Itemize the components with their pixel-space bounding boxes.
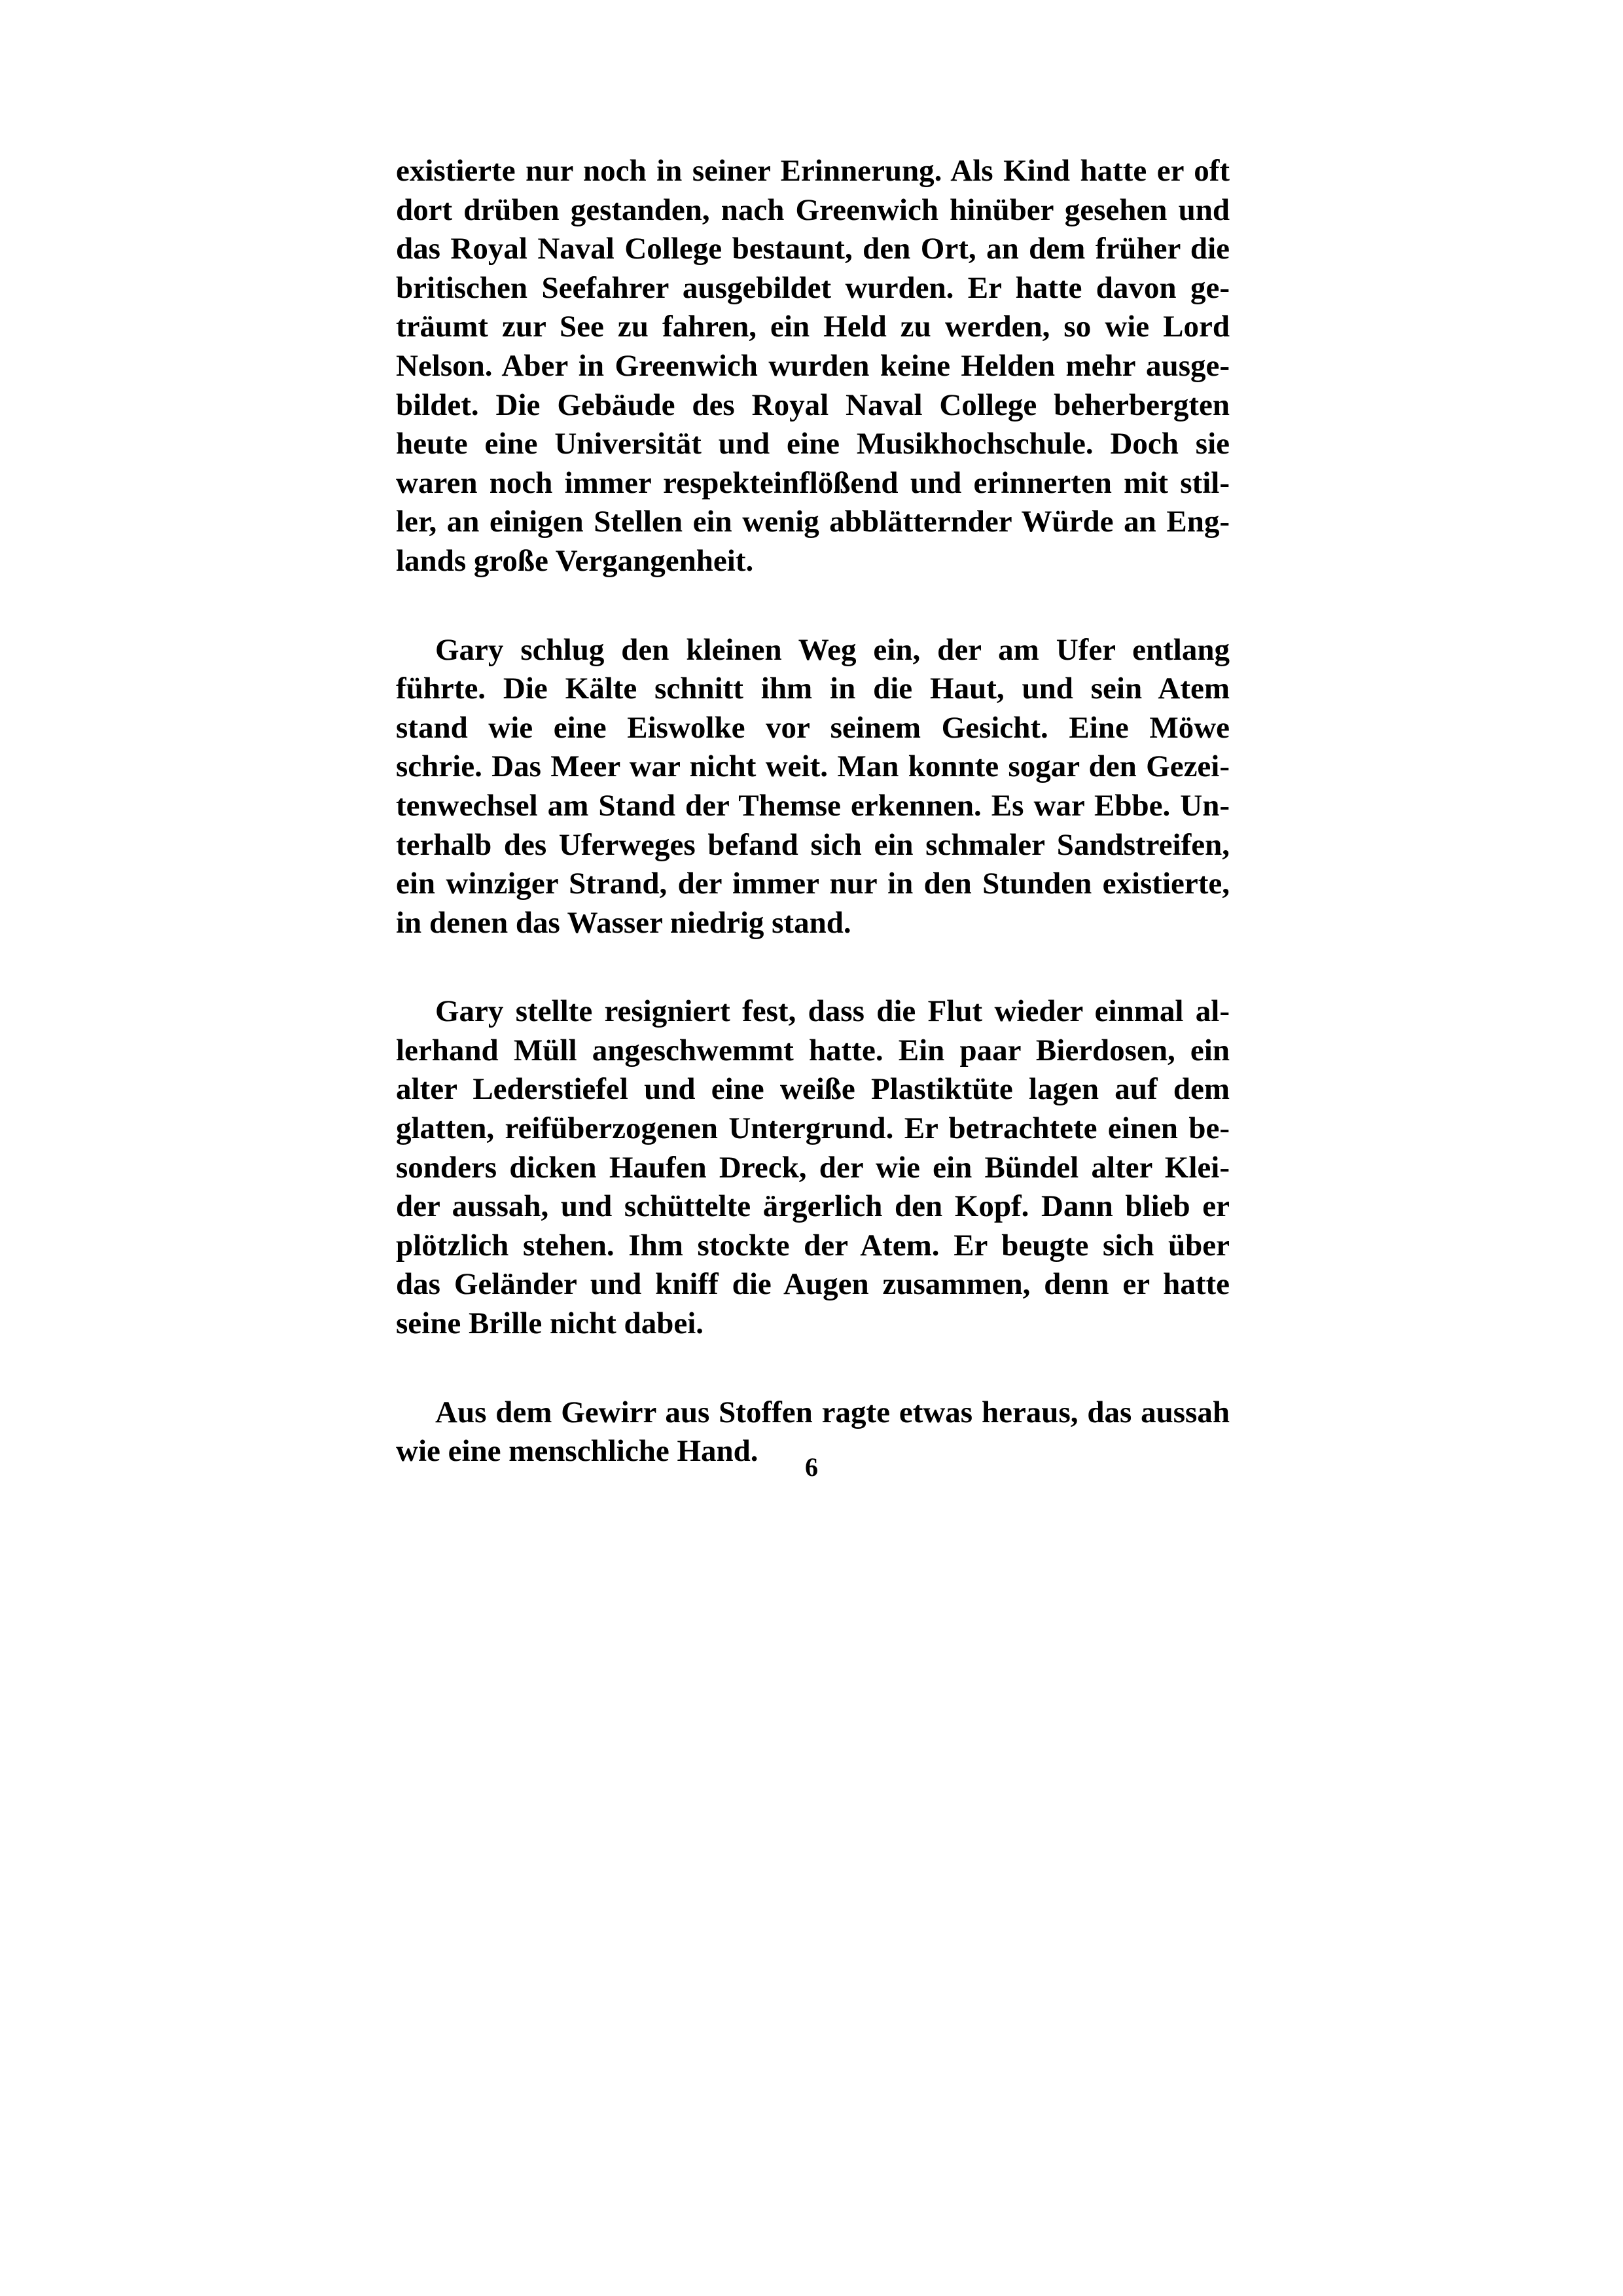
paragraph-2 (396, 631, 1230, 943)
paragraph-1 (396, 152, 1230, 581)
paragraph-gap (396, 581, 1230, 631)
text-line: seine Brille nicht dabei. (396, 1306, 704, 1341)
text-line: existierte nur noch in seiner Erinnerung. Als Kind hatte er oft (396, 154, 1230, 188)
text-line: ein winziger Strand, der immer nur in den Stunden existierte, (396, 867, 1230, 901)
text-line: stand wie eine Eiswolke vor seinem Gesicht. Eine Möwe (396, 710, 1230, 745)
text-line: Gary stellte resigniert fest, dass die Flut wieder einmal al- (435, 994, 1230, 1029)
paragraph-gap (396, 942, 1230, 992)
text-line: der aussah, und schüttelte ärgerlich den Kopf. Dann blieb er (396, 1189, 1230, 1224)
page-number: 6 (805, 1452, 818, 1482)
text-line: Gary schlug den kleinen Weg ein, der am Ufer entlang (435, 632, 1230, 667)
text-line: träumt zur See zu fahren, ein Held zu werden, so wie Lord (396, 310, 1230, 344)
paragraph-gap (396, 1344, 1230, 1393)
text-line: das Geländer und kniff die Augen zusammen, denn er hatte (396, 1267, 1230, 1302)
text-line: heute eine Universität und eine Musikhochschule. Doch sie (396, 427, 1230, 461)
body-text (396, 152, 1230, 1471)
text-line: glatten, reifüberzogenen Untergrund. Er betrachtete einen be- (396, 1111, 1230, 1146)
text-line: waren noch immer respekteinflößend und erinnerten mit stil- (396, 465, 1230, 500)
text-line: schrie. Das Meer war nicht weit. Man konnte sogar den Gezei- (396, 749, 1230, 784)
text-line: lands große Vergangenheit. (396, 543, 754, 578)
text-line: dort drüben gestanden, nach Greenwich hinüber gesehen und (396, 192, 1230, 227)
text-line: führte. Die Kälte schnitt ihm in die Haut, und sein Atem (396, 672, 1230, 706)
text-line: terhalb des Uferweges befand sich ein schmaler Sandstreifen, (396, 827, 1230, 862)
paragraph-3 (396, 992, 1230, 1343)
text-line: bildet. Die Gebäude des Royal Naval College beherbergten (396, 387, 1230, 422)
text-line: lerhand Müll angeschwemmt hatte. Ein paar Bierdosen, ein (396, 1033, 1230, 1067)
text-line: Aus dem Gewirr aus Stoffen ragte etwas heraus, das aussah (435, 1395, 1230, 1429)
text-line: plötzlich stehen. Ihm stockte der Atem. Er beugte sich über (396, 1228, 1230, 1263)
text-line: ler, an einigen Stellen ein wenig abblätternder Würde an Eng- (396, 505, 1230, 539)
text-line: das Royal Naval College bestaunt, den Ort, an dem früher die (396, 232, 1230, 266)
text-line: wie eine menschliche Hand. (396, 1434, 758, 1469)
text-line: sonders dicken Haufen Dreck, der wie ein Bündel alter Klei- (396, 1150, 1230, 1185)
text-line: tenwechsel am Stand der Themse erkennen. Es war Ebbe. Un- (396, 788, 1230, 823)
text-line: britischen Seefahrer ausgebildet wurden. Er hatte davon ge- (396, 270, 1230, 305)
text-line: in denen das Wasser niedrig stand. (396, 905, 851, 940)
text-line: alter Lederstiefel und eine weiße Plastiktüte lagen auf dem (396, 1072, 1230, 1107)
text-line: Nelson. Aber in Greenwich wurden keine Helden mehr ausge- (396, 348, 1230, 383)
